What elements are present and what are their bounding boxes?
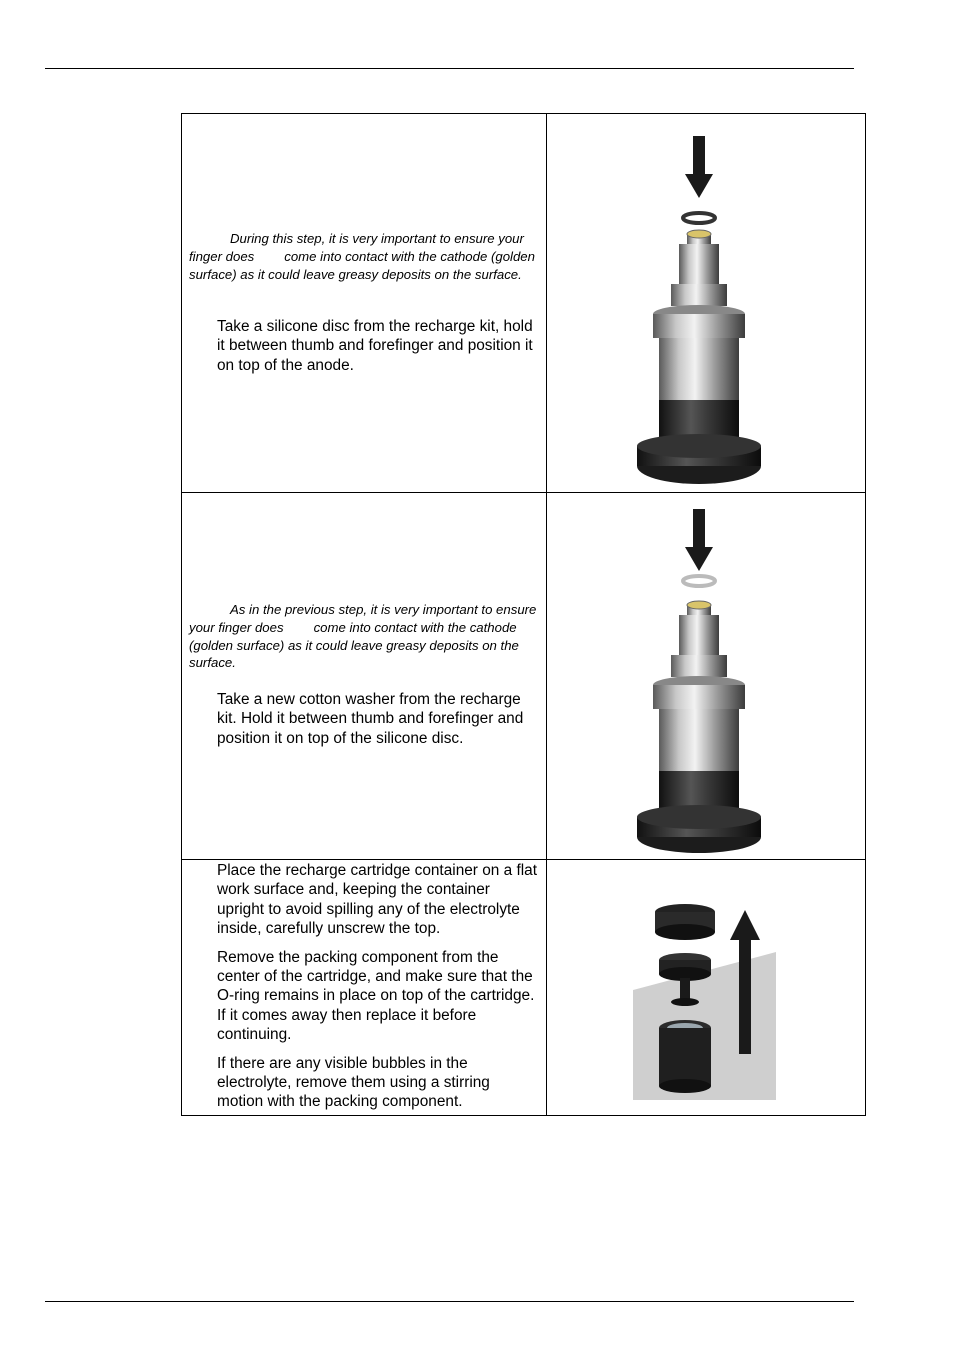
sensor-with-cotton-washer-illustration — [627, 501, 777, 857]
header-rule — [45, 68, 854, 69]
instruction-cell — [182, 114, 547, 493]
silicone-disc-icon — [683, 213, 715, 223]
step-text: If there are any visible bubbles in the electrolyte, remove them using a stirring motion with the packing component. — [217, 1054, 490, 1111]
recharge-cartridge-illustration — [633, 888, 776, 1100]
procedure-table — [181, 113, 866, 1116]
procedure-row — [182, 114, 866, 493]
image-cell — [547, 493, 866, 860]
step-text: Take a silicone disc from the recharge kit, hold it between thumb and forefinger and position it on top of the anode. — [217, 318, 533, 374]
caution-note: As in the previous step, it is very important to ensure your finger does come into contact with the cathode (golden surface) as it could leave greasy deposits on the surface. — [189, 602, 537, 671]
image-cell — [547, 114, 866, 493]
step-text: Take a new cotton washer from the recharge kit. Hold it between thumb and forefinger and position it on top of the silicone disc. — [217, 691, 524, 747]
procedure-row — [182, 860, 866, 1116]
step-text: Place the recharge cartridge container on a flat work surface and, keeping the container upright to avoid spilling any of the electrolyte inside, carefully unscrew the top. — [217, 862, 537, 938]
footer-rule — [45, 1301, 854, 1302]
cotton-washer-icon — [683, 576, 715, 586]
down-arrow-icon — [685, 509, 713, 571]
instruction-cell — [182, 860, 547, 1116]
procedure-row — [182, 493, 866, 860]
caution-note: During this step, it is very important to ensure your finger does come into contact with the cathode (golden surface) as it could leave greasy deposits on the surface. — [189, 231, 535, 282]
down-arrow-icon — [685, 136, 713, 198]
step-text: Remove the packing component from the center of the cartridge, and make sure that the O-ring remains in place on top of the cartridge. If it comes away then replace it before continuing. — [217, 948, 535, 1044]
image-cell — [547, 860, 866, 1116]
instruction-cell — [182, 493, 547, 860]
sensor-with-silicone-disc-illustration — [627, 126, 777, 484]
